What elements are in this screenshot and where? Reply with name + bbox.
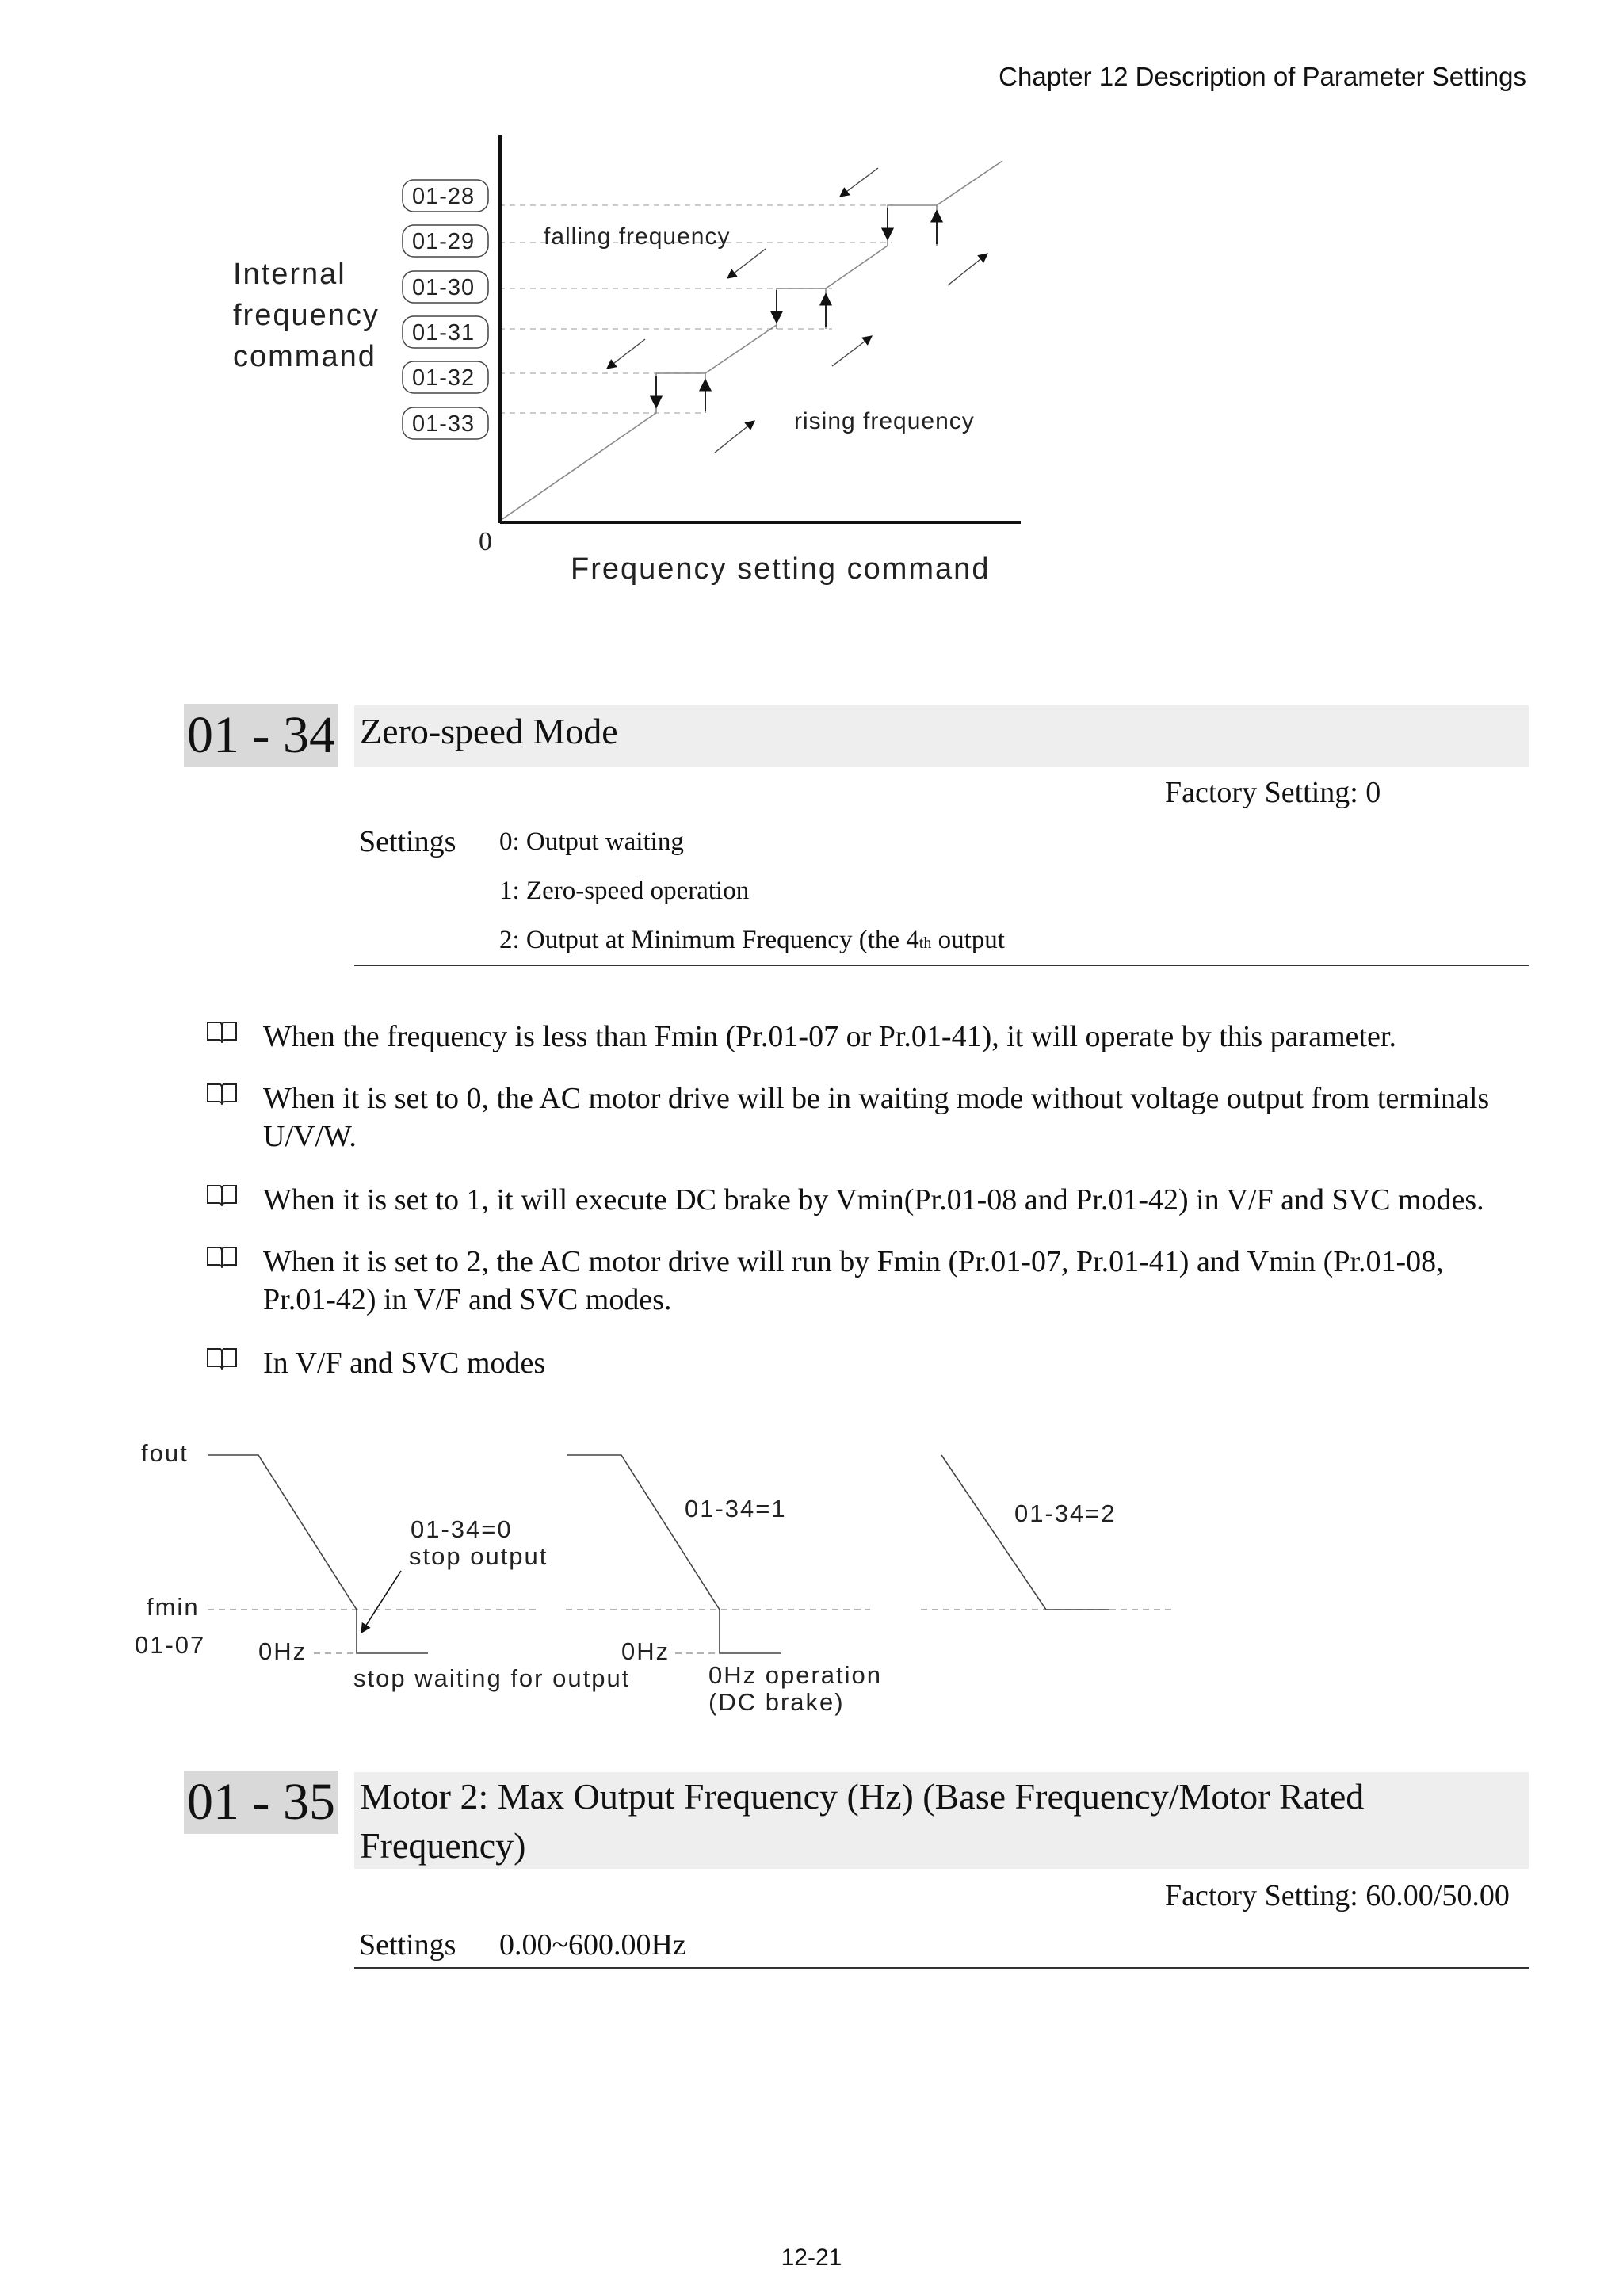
falling-frequency-label: falling frequency [544, 223, 731, 250]
settings-label-0135: Settings [359, 1928, 456, 1962]
note-text: When it is set to 1, it will execute DC brake by Vmin(Pr.01-08 and Pr.01-42) in V/F and SVC modes. [263, 1183, 1484, 1217]
mode2-label: 01-34=2 [1014, 1499, 1117, 1527]
y-axis-label-line3: command [233, 340, 376, 373]
y-axis-label-line2: frequency [233, 299, 380, 332]
page-number: 12-21 [781, 2244, 842, 2271]
note-text: When it is set to 0, the AC motor drive will be in waiting mode without voltage output from terminals U/V/W. [263, 1082, 1490, 1153]
note-text: When the frequency is less than Fmin (Pr.01-07 or Pr.01-41), it will operate by this parameter. [263, 1020, 1396, 1053]
y-axis-label-line1: Internal [233, 258, 346, 291]
mode1-bottom-label-line2: (DC brake) [708, 1688, 845, 1716]
fmin-param-label: 01-07 [135, 1631, 206, 1659]
mode0-label-line2: stop output [409, 1542, 548, 1570]
frequency-hysteresis-diagram [0, 0, 1623, 618]
param-label-0132: 01-32 [412, 365, 475, 391]
mode1-zero-label: 0Hz [621, 1637, 670, 1665]
mode0-output-curve [208, 1455, 428, 1653]
param-number-0134: 01 - 34 [184, 704, 338, 767]
param-title-0135: Motor 2: Max Output Frequency (Hz) (Base Frequency/Motor Rated Frequency) [360, 1776, 1365, 1866]
chapter-header: Chapter 12 Description of Parameter Settings [999, 62, 1526, 91]
fout-label: fout [141, 1439, 189, 1467]
frequency-characteristic-line [502, 161, 1002, 519]
book-icon [206, 1081, 238, 1105]
param-label-0130: 01-30 [412, 275, 475, 300]
rising-frequency-label: rising frequency [794, 408, 975, 434]
mode1-bottom-label-line1: 0Hz operation [708, 1661, 883, 1689]
param-label-0129: 01-29 [412, 229, 475, 254]
setting-option-2: 2: Output at Minimum Frequency (the 4th output [499, 926, 1005, 954]
book-icon [206, 1346, 238, 1370]
book-icon [206, 1019, 238, 1043]
fmin-label: fmin [147, 1593, 200, 1621]
mode0-bottom-label: stop waiting for output [353, 1664, 631, 1692]
note-text: When it is set to 2, the AC motor drive will run by Fmin (Pr.01-07, Pr.01-41) and Vmin (Pr.01-08, Pr.01-42) in V/F and SVC modes. [263, 1245, 1444, 1316]
settings-divider-0134 [354, 965, 1529, 966]
mode0-label-line1: 01-34=0 [411, 1515, 513, 1543]
setting-option-0: 0: Output waiting [499, 827, 684, 856]
origin-label: 0 [479, 527, 492, 556]
param-label-0128: 01-28 [412, 184, 475, 209]
param-label-0131: 01-31 [412, 320, 475, 346]
factory-setting-0134: Factory Setting: 0 [1165, 776, 1381, 809]
mode1-output-curve [567, 1455, 781, 1653]
x-axis-label: Frequency setting command [571, 552, 991, 586]
book-icon [206, 1182, 238, 1206]
book-icon [206, 1244, 238, 1268]
param-label-0133: 01-33 [412, 411, 475, 437]
param-title-0134: Zero-speed Mode [360, 711, 618, 751]
setting-range-0135: 0.00~600.00Hz [499, 1928, 686, 1962]
factory-setting-0135: Factory Setting: 60.00/50.00 [1165, 1879, 1510, 1912]
param-number-0135: 01 - 35 [184, 1771, 338, 1834]
note-text: In V/F and SVC modes [263, 1347, 546, 1380]
setting-option-1: 1: Zero-speed operation [499, 877, 750, 905]
mode2-output-curve [941, 1455, 1109, 1610]
zero-speed-mode-diagram [0, 1419, 1623, 1736]
mode1-label: 01-34=1 [685, 1495, 787, 1522]
mode0-zero-label: 0Hz [258, 1637, 307, 1665]
settings-label-0134: Settings [359, 825, 456, 858]
settings-divider-0135 [354, 1967, 1529, 1969]
